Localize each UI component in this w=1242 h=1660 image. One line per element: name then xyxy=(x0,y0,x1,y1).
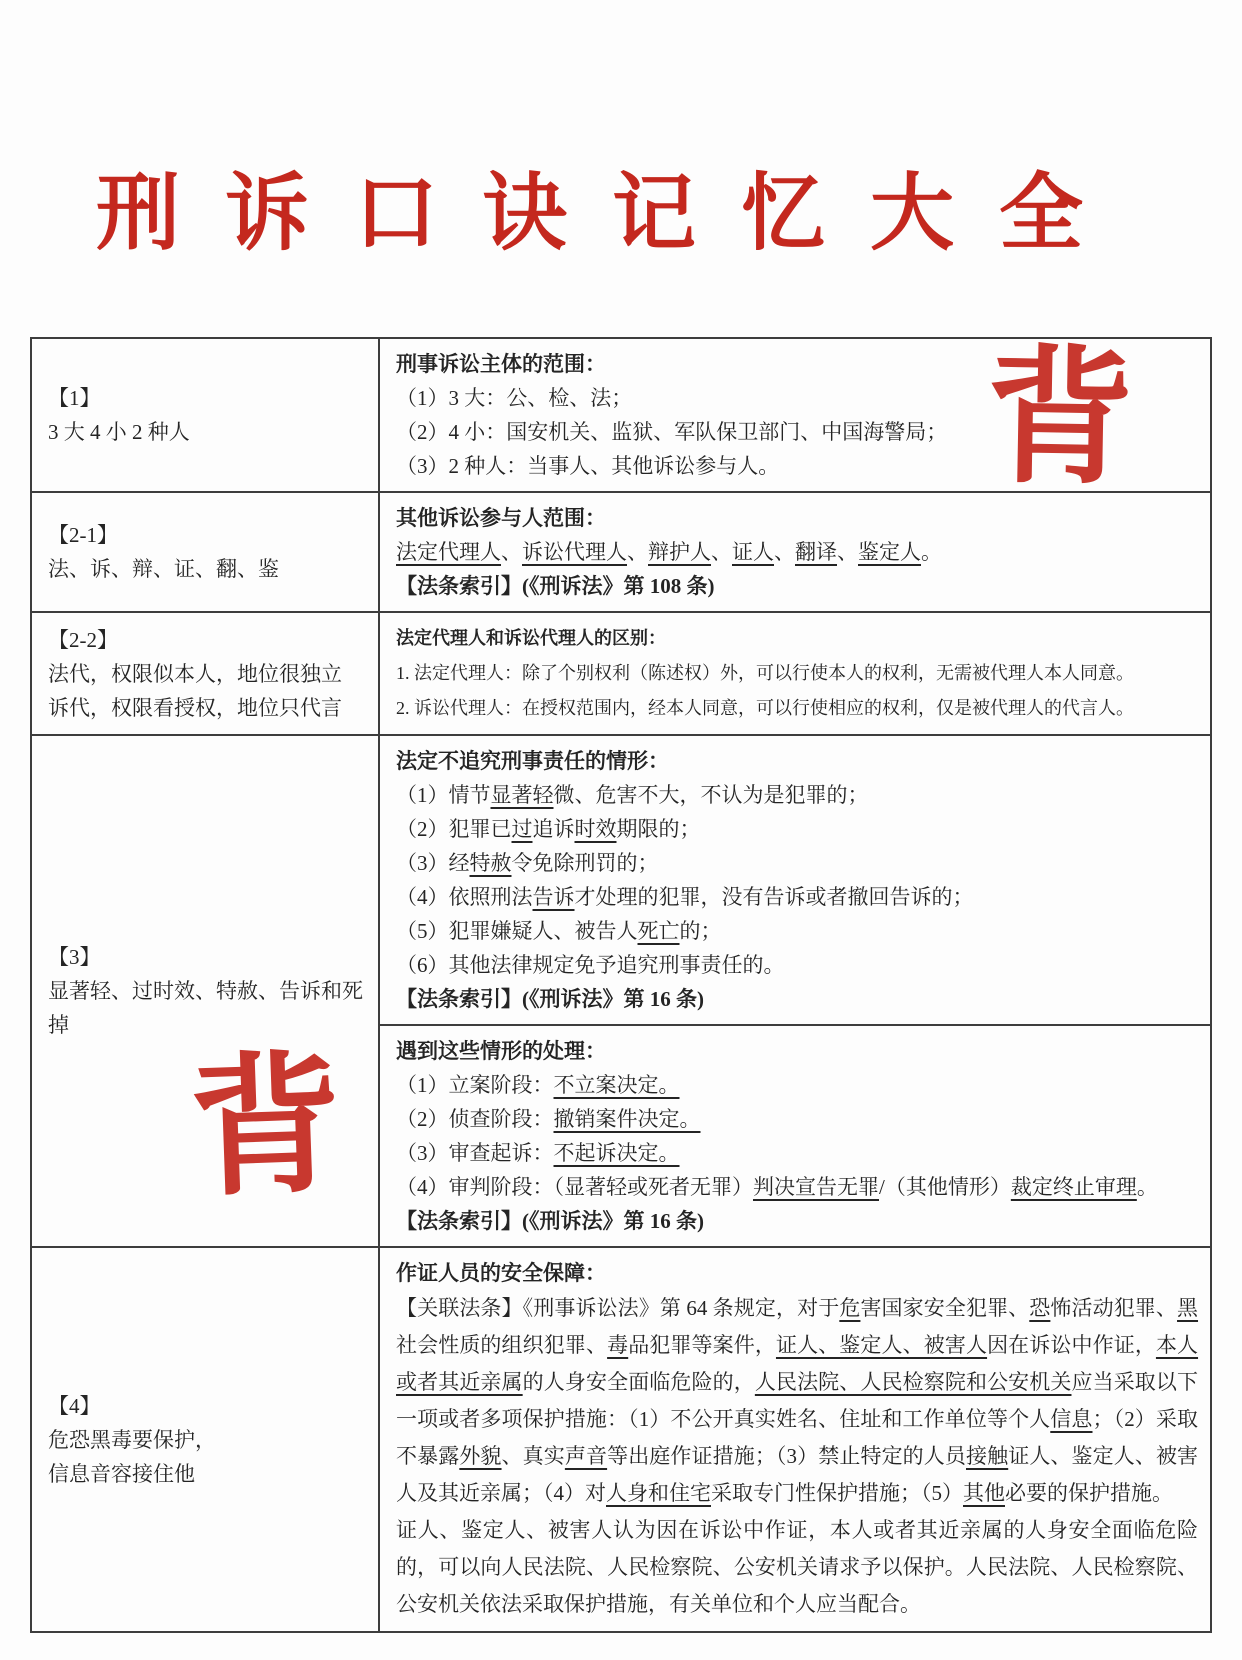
text-segment: 【关联法条】《刑事诉讼法》第 64 条规定，对于 xyxy=(396,1296,840,1320)
text-segment: （1）情节 xyxy=(396,783,491,807)
text-line xyxy=(396,381,1198,415)
text-line xyxy=(48,1423,366,1457)
table-row xyxy=(31,338,1211,492)
text-segment: 特赦 xyxy=(469,851,512,875)
text-line xyxy=(396,535,1198,569)
text-line xyxy=(48,552,366,586)
text-line xyxy=(396,656,1198,691)
cell-text xyxy=(48,381,366,449)
text-line xyxy=(48,940,366,974)
text-line xyxy=(396,1204,1198,1238)
text-segment: 追诉 xyxy=(532,817,575,841)
text-segment: ；（2）采取不暴露 xyxy=(396,1407,1199,1468)
text-line xyxy=(396,1102,1198,1136)
text-segment: 、 xyxy=(837,540,858,564)
text-segment: 【1】 xyxy=(48,386,101,410)
text-segment: （4）审判阶段：（显著轻或死者无罪） xyxy=(396,1175,753,1199)
text-line xyxy=(396,1034,1198,1068)
cell-3-mnemonic xyxy=(31,735,379,1247)
text-segment: 害国家安全犯罪、 xyxy=(860,1296,1030,1320)
text-line xyxy=(396,914,1198,948)
text-segment: 。 xyxy=(1136,1175,1158,1199)
text-segment: 危恐黑毒要保护， xyxy=(48,1427,216,1452)
cell-1-mnemonic xyxy=(31,338,379,492)
text-line xyxy=(396,1170,1198,1204)
cell-text xyxy=(48,623,366,725)
cell-2-2-content xyxy=(379,612,1211,735)
text-segment: 其他诉讼参与人范围： xyxy=(396,506,606,530)
text-segment: 翻译 xyxy=(795,540,837,564)
text-segment: （2）4 小：国安机关、监狱、军队保卫部门、中国海警局； xyxy=(396,420,948,444)
text-segment: 显著轻、过时效、特赦、告诉和死掉 xyxy=(48,979,363,1037)
text-segment: 外貌 xyxy=(459,1444,502,1468)
text-segment: （3）经 xyxy=(396,851,470,875)
cell-text xyxy=(396,501,1198,603)
cell-text xyxy=(396,744,1198,1016)
text-segment: 声音 xyxy=(564,1444,608,1468)
cell-text xyxy=(396,621,1198,726)
text-line xyxy=(396,415,1198,449)
text-segment: 才处理的犯罪，没有告诉或者撤回告诉的； xyxy=(574,885,974,909)
text-segment: 信息音容接住他 xyxy=(48,1461,195,1486)
text-line xyxy=(396,569,1198,603)
text-segment: 期限的； xyxy=(616,817,701,841)
text-segment: 品犯罪等案件， xyxy=(628,1333,776,1357)
text-segment: 采取专门性保护措施；（5） xyxy=(711,1481,963,1505)
text-segment: 因在诉讼中作证， xyxy=(987,1333,1156,1357)
cell-text xyxy=(396,1256,1198,1623)
text-line xyxy=(396,948,1198,982)
text-line xyxy=(48,1389,366,1423)
text-segment: 【法条索引】(《刑诉法》第 16 条) xyxy=(396,1209,704,1233)
cell-4-mnemonic xyxy=(31,1247,379,1632)
text-segment: 、 xyxy=(711,540,732,564)
text-line xyxy=(396,846,1198,880)
text-segment: 死亡 xyxy=(637,919,680,943)
text-segment: 黑 xyxy=(1177,1296,1199,1320)
text-segment: 判决宣告无罪 xyxy=(753,1175,879,1199)
text-segment: 不立案决定。 xyxy=(553,1073,680,1097)
cell-1-content xyxy=(379,338,1211,492)
bei-stamp-top: 背 xyxy=(984,336,1136,504)
table-row xyxy=(31,735,1211,1025)
text-segment: （3）审查起诉： xyxy=(396,1141,554,1165)
text-segment: 【法条索引】(《刑诉法》第 16 条) xyxy=(396,987,704,1011)
text-segment: 应当采取以下一项或者多项保护措施：（1）不公开真实姓名、住址和工作单位等个人 xyxy=(396,1370,1199,1431)
text-segment: 人民法院、人民检察院和公安机关 xyxy=(754,1370,1072,1394)
cell-3-content-a xyxy=(379,735,1211,1025)
text-segment: 3 大 4 小 2 种人 xyxy=(48,420,190,444)
text-segment: 、真实 xyxy=(501,1444,565,1468)
cell-3-content-b xyxy=(379,1025,1211,1247)
text-segment: （6）其他法律规定免予追究刑事责任的。 xyxy=(396,953,785,977)
table-row xyxy=(31,1247,1211,1632)
text-line xyxy=(396,880,1198,914)
memo-table xyxy=(30,337,1212,1633)
text-segment: 接触 xyxy=(966,1444,1009,1468)
text-segment: 【2-2】 xyxy=(48,627,118,652)
text-segment: 鉴定人 xyxy=(858,540,921,564)
text-segment: 【3】 xyxy=(48,945,101,969)
text-line xyxy=(396,744,1198,778)
text-segment: 裁定终止审理 xyxy=(1010,1175,1137,1199)
text-segment: 法定代理人和诉讼代理人的区别： xyxy=(396,628,666,648)
text-segment: 等出庭作证措施；（3）禁止特定的人员 xyxy=(607,1444,966,1468)
text-line xyxy=(396,1136,1198,1170)
text-segment: 法定不追究刑事责任的情形： xyxy=(396,749,669,773)
page-title: 刑 诉 口 诀 记 忆 大 全 xyxy=(96,168,1096,261)
table-row xyxy=(31,492,1211,612)
text-line xyxy=(396,347,1198,381)
text-segment: 信息 xyxy=(1050,1407,1093,1431)
text-segment: 1. 法定代理人：除了个别权利（陈述权）外，可以行使本人的权利，无需被代理人本人同意。 xyxy=(396,663,1134,683)
text-segment: 证人、鉴定人、被害人及其近亲属；（4）对 xyxy=(396,1444,1199,1505)
text-line xyxy=(396,449,1198,483)
text-segment: （2）犯罪已 xyxy=(396,817,512,841)
text-segment: 证人 xyxy=(732,540,774,564)
text-segment: （1）立案阶段： xyxy=(396,1073,554,1097)
text-segment: 不起诉决定。 xyxy=(553,1141,680,1165)
text-segment: 必要的保护措施。 xyxy=(1005,1481,1173,1505)
cell-2-2-mnemonic xyxy=(31,612,379,735)
table-row xyxy=(31,612,1211,735)
text-segment: 法定代理人 xyxy=(396,540,501,564)
text-line xyxy=(48,657,366,691)
text-segment: 【法条索引】(《刑诉法》第 108 条) xyxy=(396,574,715,598)
text-segment: 遇到这些情形的处理： xyxy=(396,1039,606,1063)
text-segment: 、 xyxy=(501,540,522,564)
text-segment: 的； xyxy=(679,919,722,943)
text-segment: 人身和住宅 xyxy=(606,1481,711,1505)
text-line xyxy=(48,381,366,415)
text-line xyxy=(48,974,366,1042)
text-segment: 显著轻 xyxy=(490,783,554,807)
text-line xyxy=(396,501,1198,535)
text-segment: （2）侦查阶段： xyxy=(396,1107,554,1131)
text-line xyxy=(396,1290,1198,1512)
cell-text xyxy=(48,518,366,586)
text-segment: 其他 xyxy=(963,1481,1005,1505)
text-segment: 【2-1】 xyxy=(48,523,118,547)
text-line xyxy=(48,415,366,449)
text-segment: 、 xyxy=(627,540,648,564)
text-segment: （3）2 种人：当事人、其他诉讼参与人。 xyxy=(396,454,780,478)
text-line xyxy=(48,623,366,657)
text-segment: 2. 诉讼代理人：在授权范围内，经本人同意，可以行使相应的权利，仅是被代理人的代言人。 xyxy=(396,698,1134,718)
text-segment: 毒 xyxy=(607,1333,629,1357)
cell-text xyxy=(48,1389,366,1491)
text-segment: 【4】 xyxy=(48,1393,101,1418)
text-segment: 法、诉、辩、证、翻、鉴 xyxy=(48,557,279,581)
text-segment: 微、危害不大，不认为是犯罪的； xyxy=(553,783,869,807)
text-segment: 撤销案件决定。 xyxy=(553,1107,701,1131)
text-segment: 社会性质的组织犯罪、 xyxy=(396,1333,608,1357)
bei-stamp-mid: 背 xyxy=(187,1041,345,1215)
cell-4-content xyxy=(379,1247,1211,1632)
text-segment: 、 xyxy=(774,540,795,564)
text-segment: 法代，权限似本人，地位很独立 xyxy=(48,661,342,686)
text-segment: 本人或者其近亲属 xyxy=(396,1333,1199,1394)
cell-text xyxy=(396,1034,1198,1238)
cell-2-1-content xyxy=(379,492,1211,612)
text-segment: 刑事诉讼主体的范围： xyxy=(396,352,606,376)
text-segment: 怖活动犯罪、 xyxy=(1050,1296,1178,1320)
text-segment: （5）犯罪嫌疑人、被告人 xyxy=(396,919,638,943)
text-segment: 告诉 xyxy=(532,885,575,909)
text-line xyxy=(48,691,366,725)
cell-text xyxy=(396,347,1198,483)
text-segment: 。 xyxy=(921,540,942,564)
text-line xyxy=(48,518,366,552)
text-segment: 危 xyxy=(839,1296,861,1320)
cell-text xyxy=(48,940,366,1042)
text-segment: 的人身安全面临危险的， xyxy=(522,1370,755,1394)
text-segment: 时效 xyxy=(574,817,617,841)
text-line xyxy=(396,621,1198,656)
text-segment: 辩护人 xyxy=(648,540,711,564)
text-line xyxy=(396,1512,1198,1623)
cell-2-1-mnemonic xyxy=(31,492,379,612)
text-segment: （4）依照刑法 xyxy=(396,885,533,909)
text-segment: /（其他情形） xyxy=(879,1175,1011,1199)
text-segment: 令免除刑罚的； xyxy=(511,851,659,875)
text-line xyxy=(396,1068,1198,1102)
text-line xyxy=(396,1256,1198,1290)
text-segment: （1）3 大：公、检、法； xyxy=(396,386,633,410)
text-segment: 作证人员的安全保障： xyxy=(396,1261,606,1285)
text-segment: 诉代，权限看授权，地位只代言 xyxy=(48,695,342,720)
text-line xyxy=(396,778,1198,812)
text-segment: 过 xyxy=(511,817,533,841)
text-segment: 证人、鉴定人、被害人 xyxy=(775,1333,988,1357)
text-segment: 诉讼代理人 xyxy=(522,540,627,564)
text-segment: 证人、鉴定人、被害人认为因在诉讼中作证，本人或者其近亲属的人身安全面临危险的，可以向人民法院、人民检察院、公安机关请求予以保护。人民法院、人民检察院、公安机关依法采取保护措施，有关单位和个人应当配合。 xyxy=(396,1518,1198,1616)
text-line xyxy=(396,812,1198,846)
text-line xyxy=(396,691,1198,726)
text-segment: 恐 xyxy=(1029,1296,1051,1320)
text-line xyxy=(48,1457,366,1491)
text-line xyxy=(396,982,1198,1016)
